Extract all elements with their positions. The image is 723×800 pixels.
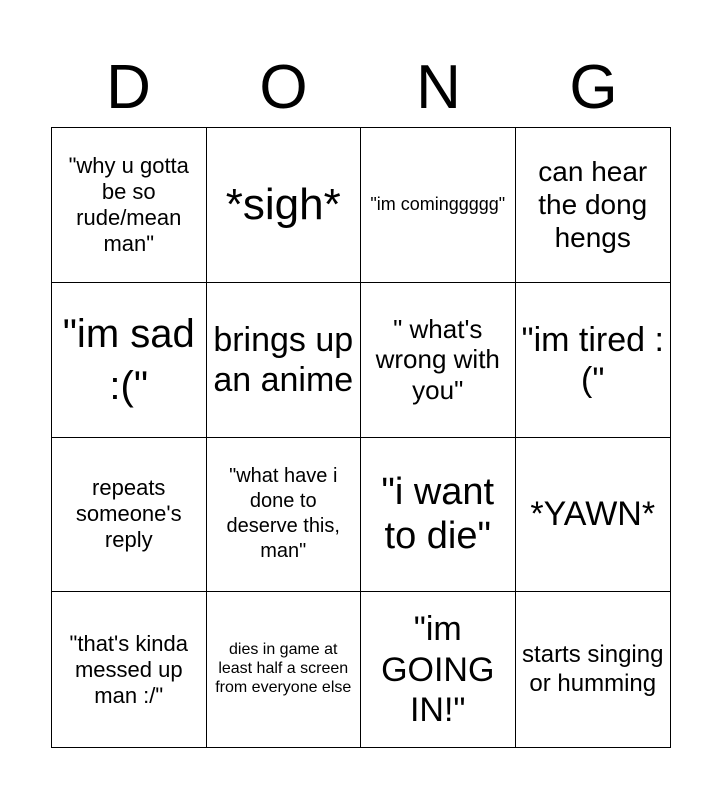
bingo-cell[interactable] [52, 283, 207, 438]
header-letter-n: N [416, 53, 461, 122]
cell-text: repeats someone's reply [75, 475, 182, 553]
bingo-cell[interactable] [361, 128, 516, 283]
bingo-grid [51, 127, 671, 748]
bingo-cell[interactable] [52, 592, 207, 747]
cell-text: "that's kinda messed up man :/" [69, 630, 188, 708]
bingo-cell[interactable] [207, 592, 362, 747]
bingo-cell[interactable] [52, 128, 207, 283]
bingo-cell[interactable] [207, 438, 362, 593]
cell-text: dies in game at least half a screen from everyone else [215, 641, 352, 697]
cell-text: " what's wrong with you" [375, 313, 500, 405]
header-letter-g: G [569, 53, 618, 122]
bingo-cell[interactable] [52, 438, 207, 593]
cell-text: "im cominggggg" [370, 194, 506, 215]
bingo-cell[interactable] [361, 592, 516, 747]
cell-text: "im GOING IN!" [381, 610, 495, 729]
header-letter-o: O [259, 53, 308, 122]
cell-text: brings up an anime [213, 320, 354, 399]
cell-text: can hear the dong hengs [538, 156, 648, 254]
bingo-cell[interactable] [207, 128, 362, 283]
bingo-cell[interactable] [516, 128, 671, 283]
cell-text: starts singing or humming [522, 641, 664, 697]
bingo-cell[interactable] [516, 592, 671, 747]
bingo-cell[interactable] [361, 438, 516, 593]
cell-text: "im tired :(" [521, 320, 664, 399]
bingo-cell[interactable] [207, 283, 362, 438]
bingo-cell[interactable] [361, 283, 516, 438]
cell-text: "im sad :(" [62, 311, 195, 408]
bingo-cell[interactable] [516, 283, 671, 438]
cell-text: "why u gotta be so rude/mean man" [68, 152, 189, 256]
header-letter-d: D [106, 53, 151, 122]
bingo-header [51, 48, 671, 128]
cell-text: *YAWN* [530, 495, 656, 534]
cell-text: *sigh* [225, 179, 341, 229]
bingo-cell[interactable] [516, 438, 671, 593]
cell-text: "i want to die" [381, 470, 495, 558]
cell-text: "what have i done to deserve this, man" [226, 465, 340, 563]
